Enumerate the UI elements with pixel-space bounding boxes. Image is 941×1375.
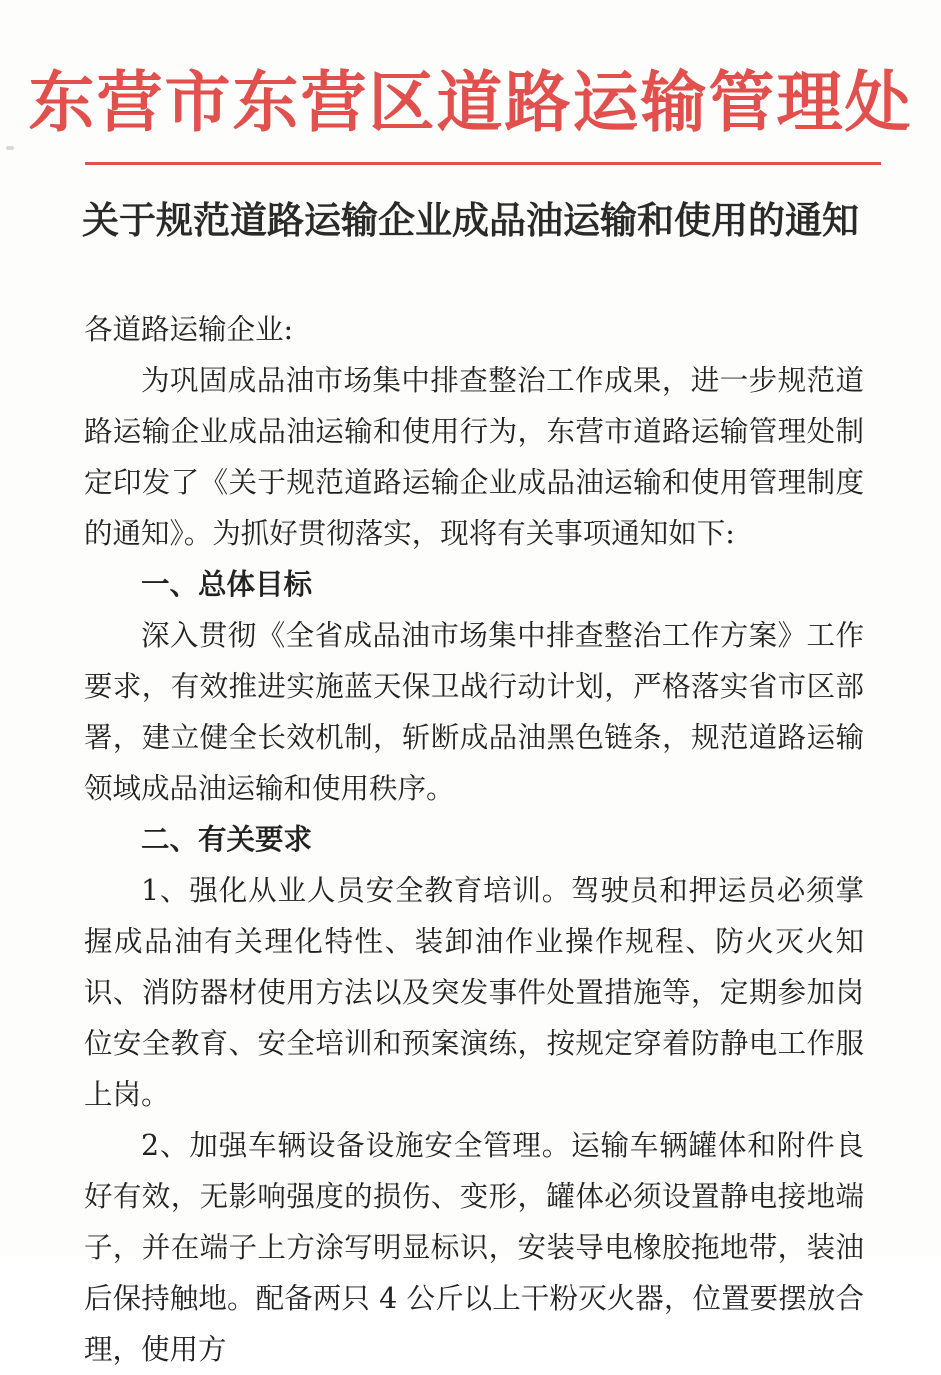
section-2-item-1: 1、强化从业人员安全教育培训。驾驶员和押运员必须掌握成品油有关理化特性、装卸油作业操作规程、防火灭火知识、消防器材使用方法以及突发事件处置措施等，定期参加岗位安全教育、安全培训和预案演练，按规定穿着防静电工作服上岗。 <box>84 874 864 1111</box>
section-1-heading: 一、总体目标 <box>141 568 313 601</box>
section-2-heading: 二、有关要求 <box>141 823 313 856</box>
letterhead: 东营市东营区道路运输管理处 <box>28 63 913 141</box>
section-2-item-2: 2、加强车辆设备设施安全管理。运输车辆罐体和附件良好有效，无影响强度的损伤、变形，罐体必须设置静电接地端子，并在端子上方涂写明显标识，安装导电橡胶拖地带，装油后保持触地。配备两只 4 公斤以上干粉灭火器，位置要摆放合理，使用方 <box>84 1129 864 1366</box>
letterhead-red-rule <box>85 162 881 165</box>
scan-speck <box>6 146 14 150</box>
salutation: 各道路运输企业: <box>84 313 294 346</box>
document-body <box>84 304 864 1375</box>
section-1-paragraph: 深入贯彻《全省成品油市场集中排查整治工作方案》工作要求，有效推进实施蓝天保卫战行动计划，严格落实省市区部署，建立健全长效机制，斩断成品油黑色链条，规范道路运输领域成品油运输和使用秩序。 <box>84 619 864 805</box>
document-title: 关于规范道路运输企业成品油运输和使用的通知 <box>82 199 859 242</box>
intro-paragraph: 为巩固成品油市场集中排查整治工作成果，进一步规范道路运输企业成品油运输和使用行为，东营市道路运输管理处制定印发了《关于规范道路运输企业成品油运输和使用管理制度的通知》。为抓好贯彻落实，现将有关事项通知如下: <box>84 364 864 550</box>
